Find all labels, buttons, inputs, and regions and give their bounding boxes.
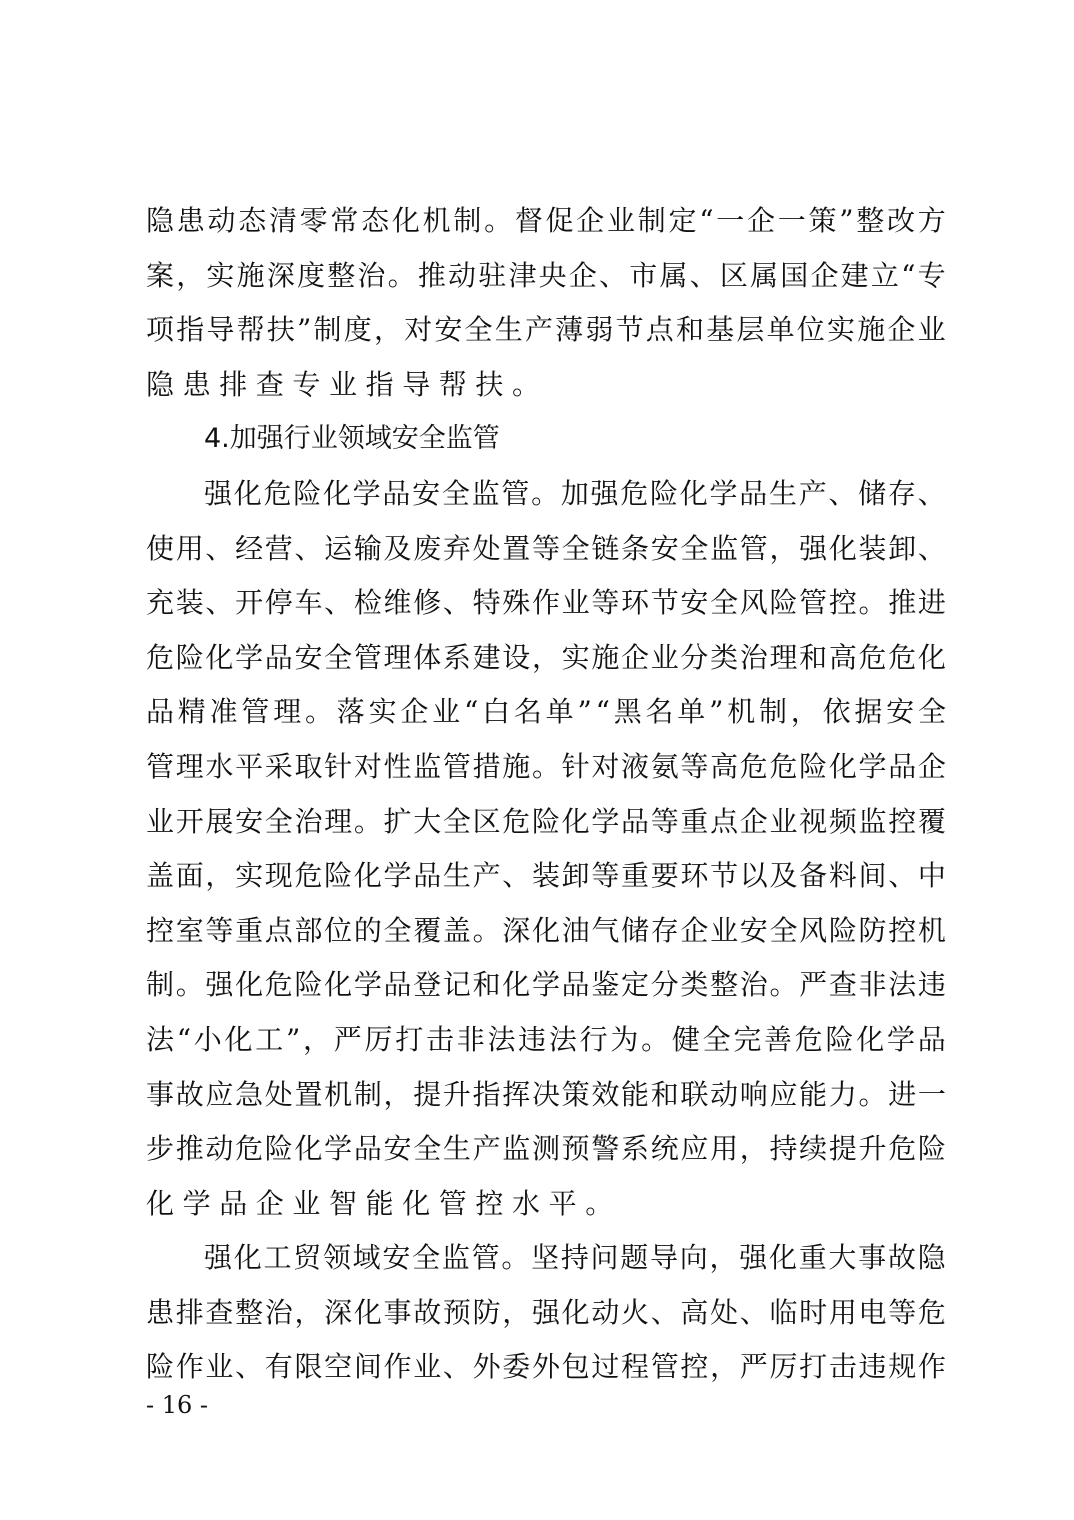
- text-line: 危 险 化 学 品 安 全 管 理 体 系 建 设 ， 实 施 企 业 分 类 治 理 和 高 危 危 化: [146, 640, 946, 674]
- text-line: 险 作 业 、 有 限 空 间 作 业 、 外 委 外 包 过 程 管 控 ， 严 厉 打 击 违 规 作: [146, 1350, 946, 1384]
- text-line: 化学品企业智能化管控水平。: [146, 1186, 622, 1220]
- text-line: 品 精 准 管 理 。 落 实 企 业 “ 白 名 单 ” “ 黑 名 单 ” 机 制 ， 依 据 安 全: [146, 695, 946, 729]
- text-line: 患 排 查 整 治 ， 深 化 事 故 预 防 ， 强 化 动 火 、 高 处 、 临 时 用 电 等 危: [146, 1295, 946, 1329]
- text-line: 项 指 导 帮 扶 ” 制 度 ， 对 安 全 生 产 薄 弱 节 点 和 基 层 单 位 实 施 企 业: [146, 313, 946, 347]
- text-line: 案 ， 实 施 深 度 整 治 。 推 动 驻 津 央 企 、 市 属 、 区 属 国 企 建 立 “ 专: [146, 258, 946, 292]
- text-line: 盖 面 ， 实 现 危 险 化 学 品 生 产 、 装 卸 等 重 要 环 节 以 及 备 料 间 、 中: [146, 859, 946, 893]
- text-line: 业 开 展 安 全 治 理 。 扩 大 全 区 危 险 化 学 品 等 重 点 企 业 视 频 监 控 覆: [146, 804, 946, 838]
- text-line: 控 室 等 重 点 部 位 的 全 覆 盖 。 深 化 油 气 储 存 企 业 安 全 风 险 防 控 机: [146, 913, 946, 947]
- text-line: 4.加强行业领域安全监管: [204, 423, 500, 455]
- text-line: 法 “ 小 化 工 ” ， 严 厉 打 击 非 法 违 法 行 为 。 健 全 完 善 危 险 化 学 品: [146, 1022, 946, 1056]
- text-line: 管 理 水 平 采 取 针 对 性 监 管 措 施 。 针 对 液 氨 等 高 危 危 险 化 学 品 企: [146, 749, 946, 783]
- text-line: 使 用 、 经 营 、 运 输 及 废 弃 处 置 等 全 链 条 安 全 监 管 ， 强 化 装 卸 、: [146, 531, 946, 565]
- text-line: 隐 患 动 态 清 零 常 态 化 机 制 。 督 促 企 业 制 定 “ 一 企 一 策 ” 整 改 方: [146, 204, 946, 237]
- text-line: 强 化 危 险 化 学 品 安 全 监 管 。 加 强 危 险 化 学 品 生 产 、 储 存 、: [204, 476, 946, 510]
- text-line: 事 故 应 急 处 置 机 制 ， 提 升 指 挥 决 策 效 能 和 联 动 响 应 能 力 。 进 一: [146, 1077, 946, 1111]
- text-line: 步 推 动 危 险 化 学 品 安 全 生 产 监 测 预 警 系 统 应 用 ， 持 续 提 升 危 险: [146, 1132, 946, 1166]
- page-number: - 16 -: [146, 1391, 209, 1419]
- text-line: 强 化 工 贸 领 域 安 全 监 管 。 坚 持 问 题 导 向 ， 强 化 重 大 事 故 隐: [204, 1241, 946, 1275]
- text-line: 充 装 、 开 停 车 、 检 维 修 、 特 殊 作 业 等 环 节 安 全 风 险 管 控 。 推 进: [146, 586, 946, 620]
- text-line: 隐患排查专业指导帮扶。: [146, 367, 549, 401]
- text-line: 制 。 强 化 危 险 化 学 品 登 记 和 化 学 品 鉴 定 分 类 整 治 。 严 查 非 法 违: [146, 968, 946, 1002]
- body-text: [146, 194, 946, 1395]
